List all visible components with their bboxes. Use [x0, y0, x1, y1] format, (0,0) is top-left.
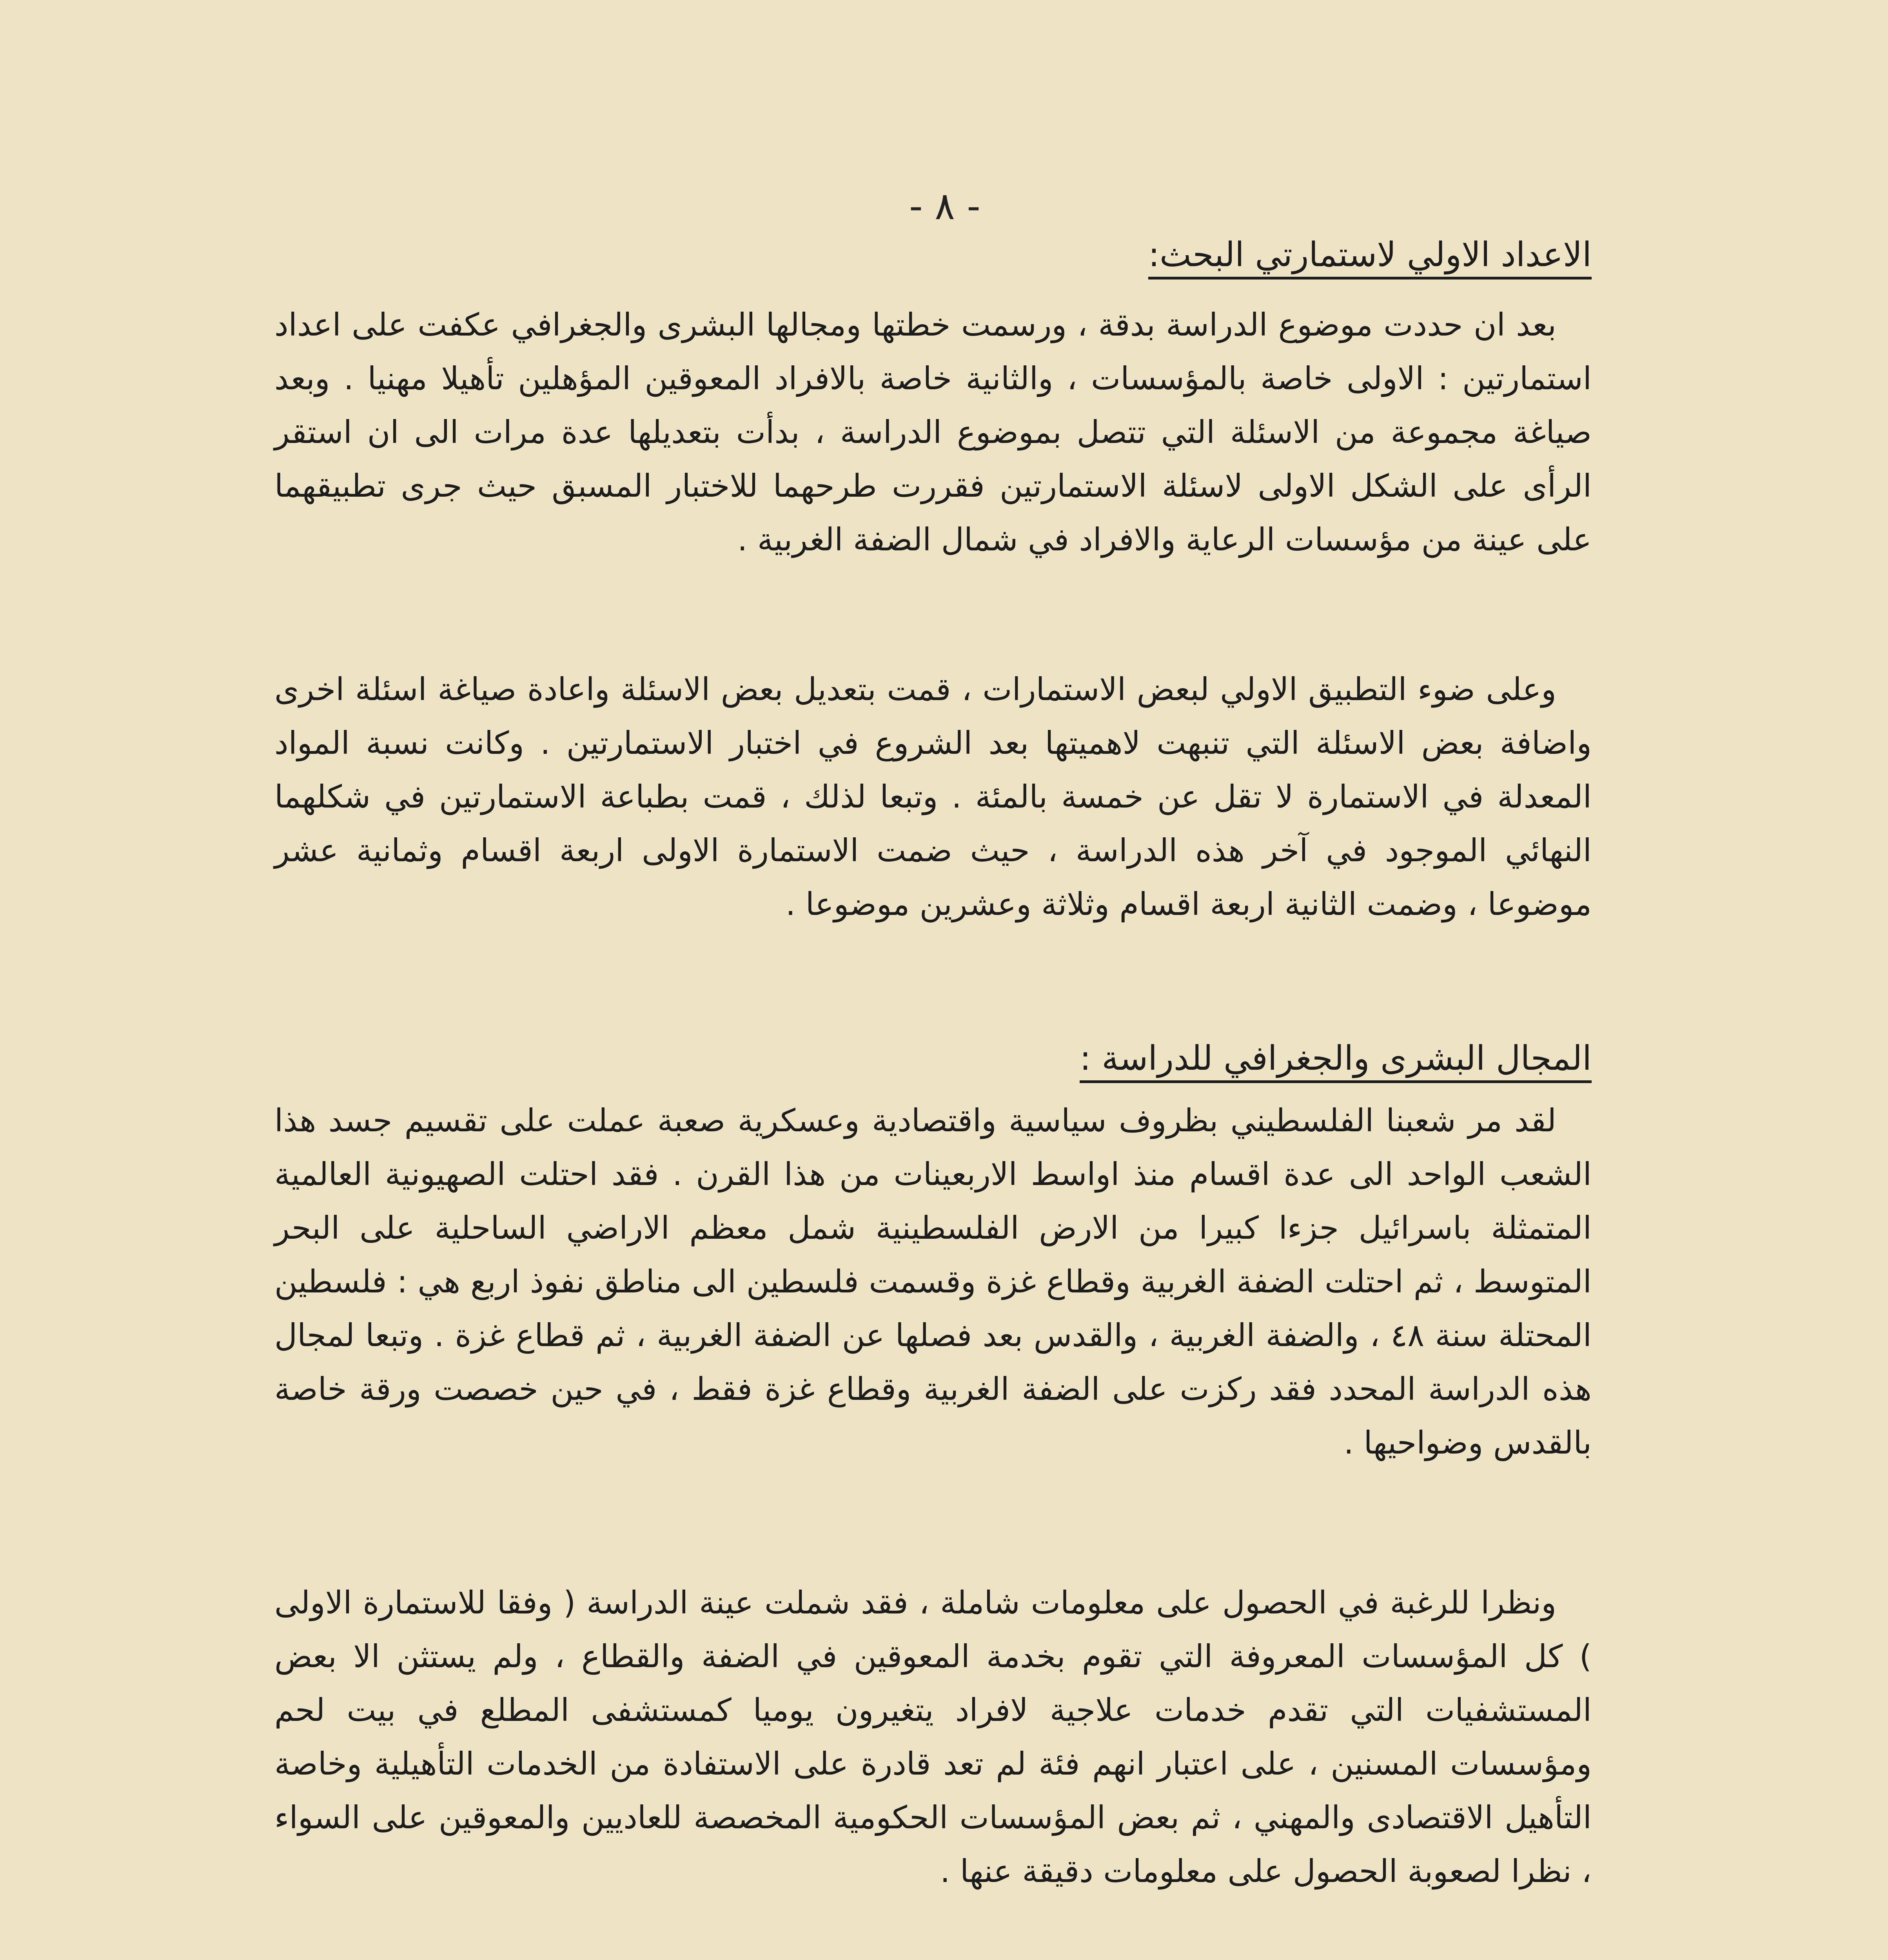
paragraph-1: بعد ان حددت موضوع الدراسة بدقة ، ورسمت خطتها ومجالها البشرى والجغرافي عكفت على اعداد استمارتين : الاولى خاصة بالمؤسسات ، والثانية خاصة بالافراد المعوقين المؤهلين تأهيلا مهنيا . وبعد صياغة مجموعة من الاسئلة التي تتصل بموضوع الدراسة ، بدأت بتعديلها عدة مرات الى ان استقر الرأى على الشكل الاولى لاسئلة الاستمارتين فقررت طرحهما للاختبار المسبق حيث جرى تطبيقهما على عينة من مؤسسات الرعاية والافراد في شمال الضفة الغربية .	[274, 307, 1592, 558]
paragraph-2: وعلى ضوء التطبيق الاولي لبعض الاستمارات ، قمت بتعديل بعض الاسئلة واعادة صياغة اسئلة اخرى واضافة بعض الاسئلة التي تنبهت لاهميتها بعد الشروع في اختبار الاستمارتين . وكانت نسبة المواد المعدلة في الاستمارة لا تقل عن خمسة بالمئة . وتبعا لذلك ، قمت بطباعة الاستمارتين في شكلهما النهائي الموجود في آخر هذه الدراسة ، حيث ضمت الاستمارة الاولى اربعة اقسام وثمانية عشر موضوعا ، وضمت الثانية اربعة اقسام وثلاثة وعشرين موضوعا .	[274, 671, 1592, 922]
page-number: - ٨ -	[909, 184, 980, 228]
heading-text: الاعداد الاولي لاستمارتي البحث:	[1148, 235, 1592, 279]
paragraph-4: ونظرا للرغبة في الحصول على معلومات شاملة ، فقد شملت عينة الدراسة ( وفقا للاستمارة الاولى ) كل المؤسسات المعروفة التي تقوم بخدمة المعوقين في الضفة والقطاع ، ولم يستثن الا بعض المستشفيات التي تقدم خدمات علاجية لافراد يتغيرون يوميا كمستشفى المطلع في بيت لحم ومؤسسات المسنين ، على اعتبار انهم فئة لم تعد قادرة على الاستفادة من الخدمات التأهيلية وخاصة التأهيل الاقتصادى والمهني ، ثم بعض المؤسسات الحكومية المخصصة للعاديين والمعوقين على السواء ، نظرا لصعوبة الحصول على معلومات دقيقة عنها .	[274, 1584, 1592, 1889]
section-heading-study-scope	[274, 1035, 1592, 1082]
section-heading-survey-preparation	[274, 231, 1592, 278]
paragraph-3: لقد مر شعبنا الفلسطيني بظروف سياسية واقتصادية وعسكرية صعبة عملت على تقسيم جسد هذا الشعب الواحد الى عدة اقسام منذ اواسط الاربعينات من هذا القرن . فقد احتلت الصهيونية العالمية المتمثلة باسرائيل جزءا كبيرا من الارض الفلسطينية شمل معظم الاراضي الساحلية على البحر المتوسط ، ثم احتلت الضفة الغربية وقطاع غزة وقسمت فلسطين الى مناطق نفوذ اربع هي : فلسطين المحتلة سنة ٤٨ ، والضفة الغربية ، والقدس بعد فصلها عن الضفة الغربية ، ثم قطاع غزة . وتبعا لمجال هذه الدراسة المحدد فقد ركزت على الضفة الغربية وقطاع غزة فقط ، في حين خصصت ورقة خاصة بالقدس وضواحيها .	[274, 1102, 1592, 1461]
heading-text: المجال البشرى والجغرافي للدراسة :	[1080, 1039, 1592, 1083]
